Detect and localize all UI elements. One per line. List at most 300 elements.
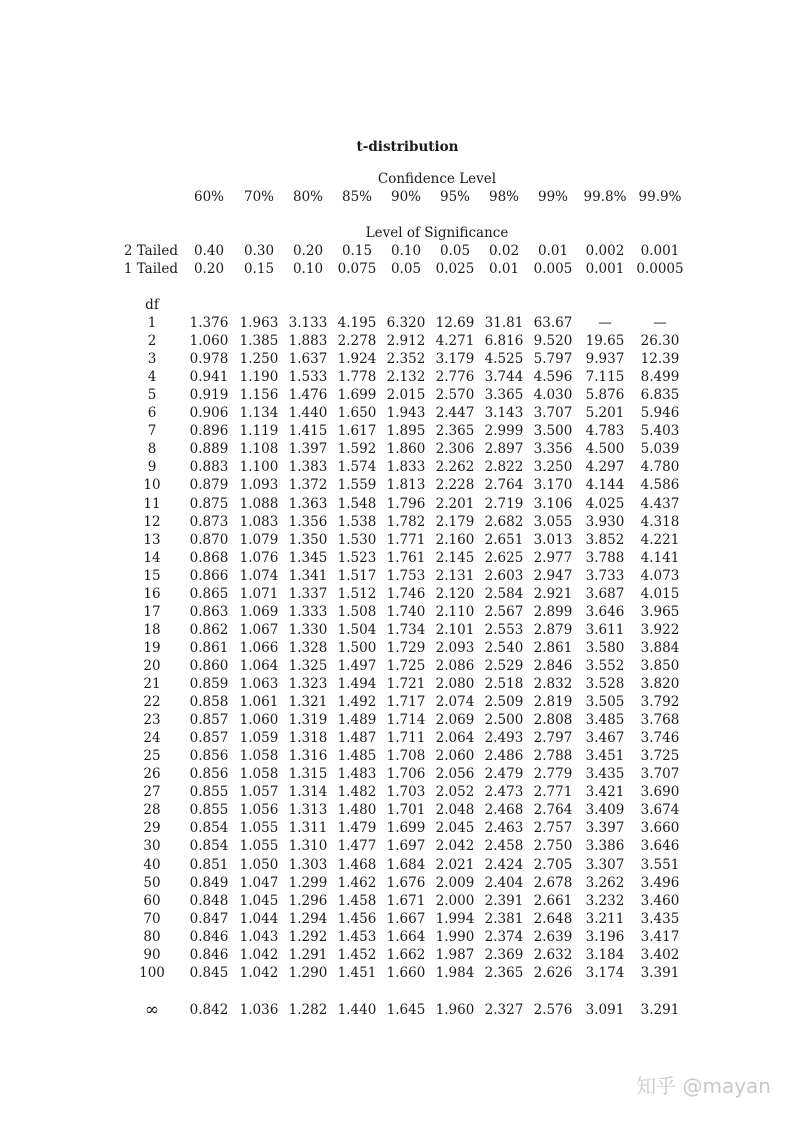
df-cell: 11	[143, 495, 161, 512]
t-value-cell: 2.086	[435, 657, 475, 674]
t-value-cell: 3.397	[585, 820, 625, 837]
t-value-cell: 2.262	[435, 459, 475, 476]
t-value-cell: 1.468	[337, 856, 377, 873]
t-value-cell: 1.058	[239, 748, 279, 765]
t-value-cell: 2.570	[435, 387, 475, 404]
t-value-cell: 3.646	[640, 838, 680, 855]
t-value-cell: 2.678	[533, 874, 573, 891]
t-value-cell: 1.108	[239, 441, 279, 458]
t-value-cell: 3.435	[585, 766, 625, 783]
t-value-cell: 2.771	[533, 784, 573, 801]
t-value-cell: 2.327	[484, 1002, 524, 1018]
one-tailed-value: 0.0005	[636, 261, 684, 277]
t-value-cell: 1.960	[435, 1002, 475, 1018]
df-cell: 14	[143, 549, 161, 566]
t-value-cell: 2.553	[484, 621, 524, 638]
t-value-cell: 0.862	[189, 621, 229, 638]
t-value-cell: 2.977	[533, 549, 573, 566]
t-value-cell: 2.493	[484, 730, 524, 747]
t-value-cell: 1.055	[239, 820, 279, 837]
t-value-cell: 3.356	[533, 441, 573, 458]
df-cell: 25	[143, 748, 161, 765]
df-cell: 30	[143, 838, 161, 855]
t-value-cell: 2.052	[435, 784, 475, 801]
df-cell: 10	[143, 477, 161, 494]
t-value-cell: 1.725	[386, 657, 426, 674]
t-value-cell: 1.453	[337, 928, 377, 945]
t-value-cell: 5.201	[585, 405, 625, 422]
t-value-cell: 2.120	[435, 585, 475, 602]
t-value-cell: 3.922	[640, 621, 680, 638]
t-value-cell: 0.855	[189, 802, 229, 819]
t-value-cell: 1.047	[239, 874, 279, 891]
t-value-cell: 3.707	[640, 766, 680, 783]
t-value-cell: 6.835	[640, 387, 680, 404]
t-value-cell: 1.994	[435, 910, 475, 927]
t-value-cell: 3.707	[533, 405, 573, 422]
t-value-cell: 1.042	[239, 946, 279, 963]
t-value-cell: 2.822	[484, 459, 524, 476]
t-value-cell: 3.674	[640, 802, 680, 819]
t-value-cell: 1.883	[288, 333, 328, 350]
t-value-cell: 2.632	[533, 946, 573, 963]
t-value-cell: 1.617	[337, 423, 377, 440]
t-value-cell: 2.201	[435, 495, 475, 512]
t-value-cell: 1.088	[239, 495, 279, 512]
t-value-cell: 3.091	[585, 1002, 625, 1018]
confidence-level-header: 98%	[488, 189, 519, 205]
df-cell: 1	[147, 315, 157, 331]
t-value-cell: 1.662	[386, 946, 426, 963]
t-value-cell: 1.721	[386, 676, 426, 692]
t-value-cell: 0.870	[189, 531, 229, 548]
t-value-cell: 0.875	[189, 495, 229, 512]
t-value-cell: 3.307	[585, 856, 625, 873]
t-value-cell: 0.906	[189, 405, 229, 422]
t-value-cell: 2.093	[435, 639, 475, 656]
t-value-cell: 1.592	[337, 441, 377, 458]
two-tailed-value: 0.30	[243, 243, 275, 259]
t-value-cell: 3.250	[533, 459, 573, 476]
t-value-cell: 1.480	[337, 802, 377, 819]
t-value-cell: 3.500	[533, 423, 573, 440]
t-value-cell: 1.376	[189, 315, 229, 331]
t-value-cell: 4.073	[640, 567, 680, 584]
t-value-cell: 0.978	[189, 351, 229, 368]
t-value-cell: 3.467	[585, 730, 625, 747]
t-value-cell: 1.697	[386, 838, 426, 855]
t-value-cell: 1.476	[288, 387, 328, 404]
t-value-cell: 4.783	[585, 423, 625, 440]
t-value-cell: 0.865	[189, 585, 229, 602]
t-value-cell: 1.699	[386, 820, 426, 837]
t-value-cell: 0.866	[189, 567, 229, 584]
t-value-cell: 1.504	[337, 621, 377, 638]
t-value-cell: 2.518	[484, 676, 524, 692]
t-value-cell: 1.456	[337, 910, 377, 927]
t-value-cell: 1.066	[239, 639, 279, 656]
one-tailed-value: 0.15	[243, 261, 275, 277]
t-value-cell: 1.699	[337, 387, 377, 404]
t-value-cell: 1.990	[435, 928, 475, 945]
t-value-cell: 2.764	[484, 477, 524, 494]
t-value-cell: 6.320	[386, 315, 426, 331]
t-value-cell: 0.845	[189, 964, 229, 981]
two-tailed-value: 0.001	[640, 243, 680, 259]
t-value-cell: 1.323	[288, 676, 328, 692]
t-value-cell: 1.076	[239, 549, 279, 566]
t-value-cell: 1.508	[337, 603, 377, 620]
t-value-cell: 2.473	[484, 784, 524, 801]
t-value-cell: 5.039	[640, 441, 680, 458]
t-value-cell: 2.509	[484, 694, 524, 711]
t-value-cell: 2.897	[484, 441, 524, 458]
t-value-cell: 2.899	[533, 603, 573, 620]
two-tailed-value: 0.05	[439, 243, 471, 259]
two-tailed-label: 2 Tailed	[123, 243, 178, 259]
t-value-cell: 1.042	[239, 964, 279, 981]
t-value-cell: 1.703	[386, 784, 426, 801]
t-value-cell: 0.857	[189, 730, 229, 747]
t-value-cell: 1.059	[239, 730, 279, 747]
t-value-cell: 1.987	[435, 946, 475, 963]
t-value-cell: 1.079	[239, 531, 279, 548]
t-value-cell: 2.404	[484, 874, 524, 891]
df-cell: 15	[143, 567, 161, 584]
t-value-cell: 0.859	[189, 676, 229, 692]
t-value-cell: 0.860	[189, 657, 229, 674]
page-title: t-distribution	[356, 139, 459, 155]
t-value-cell: 1.574	[337, 459, 377, 476]
t-value-cell: 1.740	[386, 603, 426, 620]
t-value-cell: 3.768	[640, 712, 680, 729]
t-value-cell: 2.808	[533, 712, 573, 729]
t-value-cell: 3.852	[585, 531, 625, 548]
t-value-cell: 1.538	[337, 513, 377, 530]
t-value-cell: 2.447	[435, 405, 475, 422]
t-value-cell: 5.403	[640, 423, 680, 440]
t-value-cell: 1.711	[386, 730, 426, 747]
t-value-cell: 2.999	[484, 423, 524, 440]
df-cell: 6	[147, 405, 157, 422]
t-value-cell: 1.291	[288, 946, 328, 963]
t-value-cell: 1.093	[239, 477, 279, 494]
t-value-cell: 1.100	[239, 459, 279, 476]
t-value-cell: 1.064	[239, 657, 279, 674]
t-value-cell: 2.042	[435, 838, 475, 855]
t-value-cell: 1.311	[288, 820, 328, 837]
t-value-cell: 63.67	[533, 315, 573, 331]
t-value-cell: 1.292	[288, 928, 328, 945]
t-value-cell: 4.144	[585, 477, 625, 494]
t-value-cell: 1.533	[288, 369, 328, 386]
t-value-cell: 1.303	[288, 856, 328, 873]
t-value-cell: 1.676	[386, 874, 426, 891]
t-value-cell: 3.690	[640, 784, 680, 801]
t-value-cell: 4.030	[533, 387, 573, 404]
t-value-cell: 1.385	[239, 333, 279, 350]
t-value-cell: 0.846	[189, 928, 229, 945]
one-tailed-label: 1 Tailed	[123, 261, 178, 277]
t-value-cell: 1.548	[337, 495, 377, 512]
two-tailed-value: 0.20	[292, 243, 324, 259]
df-cell: 7	[147, 423, 157, 440]
t-value-cell: 2.719	[484, 495, 524, 512]
t-value-cell: 4.500	[585, 441, 625, 458]
t-value-cell: 0.856	[189, 748, 229, 765]
t-value-cell: 1.483	[337, 766, 377, 783]
t-value-cell: 1.489	[337, 712, 377, 729]
t-value-cell: 1.761	[386, 549, 426, 566]
t-value-cell: 1.833	[386, 459, 426, 476]
t-value-cell: 3.788	[585, 549, 625, 566]
t-value-cell: 2.529	[484, 657, 524, 674]
t-value-cell: 2.060	[435, 748, 475, 765]
t-value-cell: 2.603	[484, 567, 524, 584]
t-value-cell: 1.452	[337, 946, 377, 963]
t-value-cell: 3.106	[533, 495, 573, 512]
t-value-cell: 1.482	[337, 784, 377, 801]
t-value-cell: 1.290	[288, 964, 328, 981]
t-value-cell: 1.660	[386, 964, 426, 981]
t-value-cell: 1.316	[288, 748, 328, 765]
t-value-cell: 1.299	[288, 874, 328, 891]
confidence-level-header: 60%	[193, 189, 224, 205]
t-value-cell: 1.734	[386, 621, 426, 638]
t-value-cell: 1.645	[386, 1002, 426, 1018]
t-value-cell: 1.310	[288, 838, 328, 855]
t-value-cell: 3.792	[640, 694, 680, 711]
t-value-cell: 3.646	[585, 603, 625, 620]
two-tailed-value: 0.002	[585, 243, 625, 259]
t-value-cell: 1.345	[288, 549, 328, 566]
t-value-cell: 3.211	[585, 910, 625, 927]
t-value-cell: 3.850	[640, 657, 680, 674]
t-value-cell: 3.965	[640, 603, 680, 620]
t-value-cell: 12.69	[435, 315, 475, 331]
t-value-cell: 1.060	[189, 333, 229, 350]
t-value-cell: 0.846	[189, 946, 229, 963]
t-value-cell: 1.943	[386, 405, 426, 422]
t-value-cell: 3.820	[640, 676, 680, 692]
t-value-cell: 2.056	[435, 766, 475, 783]
t-value-cell: 3.179	[435, 351, 475, 368]
t-value-cell: 1.313	[288, 802, 328, 819]
t-value-cell: 1.684	[386, 856, 426, 873]
t-value-cell: 2.064	[435, 730, 475, 747]
t-value-cell: 3.746	[640, 730, 680, 747]
t-value-cell: 1.497	[337, 657, 377, 674]
t-value-cell: 2.000	[435, 892, 475, 909]
df-cell: 90	[143, 946, 161, 963]
t-value-cell: 1.083	[239, 513, 279, 530]
t-value-cell: 1.664	[386, 928, 426, 945]
t-value-cell: 0.896	[189, 423, 229, 440]
t-value-cell: 1.559	[337, 477, 377, 494]
t-value-cell: 3.505	[585, 694, 625, 711]
t-value-cell: 2.779	[533, 766, 573, 783]
t-value-cell: 1.860	[386, 441, 426, 458]
confidence-level-header: 99.8%	[583, 189, 627, 205]
t-value-cell: 1.813	[386, 477, 426, 494]
t-value-cell: 1.895	[386, 423, 426, 440]
confidence-level-header: 80%	[292, 189, 323, 205]
t-value-cell: 1.383	[288, 459, 328, 476]
t-value-cell: 2.486	[484, 748, 524, 765]
df-infinity-cell: ∞	[144, 1000, 160, 1020]
t-value-cell: 2.819	[533, 694, 573, 711]
t-value-cell: 3.170	[533, 477, 573, 494]
t-value-cell: 1.314	[288, 784, 328, 801]
confidence-level-header: 95%	[439, 189, 470, 205]
t-value-cell: 19.65	[585, 333, 625, 350]
t-value-cell: 3.551	[640, 856, 680, 873]
t-value-cell: 2.424	[484, 856, 524, 873]
t-value-cell: 0.851	[189, 856, 229, 873]
t-value-cell: 3.451	[585, 748, 625, 765]
t-value-cell: 2.776	[435, 369, 475, 386]
t-value-cell: 3.365	[484, 387, 524, 404]
t-value-cell: 2.567	[484, 603, 524, 620]
df-cell: 22	[143, 694, 161, 711]
t-value-cell: 1.056	[239, 802, 279, 819]
t-value-cell: 1.333	[288, 603, 328, 620]
t-value-cell: 1.667	[386, 910, 426, 927]
t-value-cell: 1.492	[337, 694, 377, 711]
t-value-cell: 2.625	[484, 549, 524, 566]
t-value-cell: 3.485	[585, 712, 625, 729]
df-cell: 50	[143, 874, 161, 891]
t-value-cell: 1.440	[288, 405, 328, 422]
t-value-cell: 1.778	[337, 369, 377, 386]
df-cell: 70	[143, 910, 161, 927]
t-value-cell: 2.145	[435, 549, 475, 566]
t-value-cell: 3.262	[585, 874, 625, 891]
t-value-cell: 2.463	[484, 820, 524, 837]
t-value-cell: 1.045	[239, 892, 279, 909]
df-cell: 24	[143, 730, 161, 747]
one-tailed-value: 0.025	[435, 261, 475, 277]
t-value-cell: 2.661	[533, 892, 573, 909]
df-cell: 27	[143, 784, 161, 801]
t-value-cell: 1.058	[239, 766, 279, 783]
t-value-cell: 1.060	[239, 712, 279, 729]
t-value-cell: 26.30	[640, 333, 680, 350]
one-tailed-value: 0.05	[390, 261, 422, 277]
t-value-cell: 0.873	[189, 513, 229, 530]
t-value-cell: 3.496	[640, 874, 680, 891]
confidence-level-header: 99%	[537, 189, 568, 205]
confidence-level-header: 99.9%	[638, 189, 682, 205]
t-value-cell: 1.250	[239, 351, 279, 368]
t-value-cell: 1.050	[239, 856, 279, 873]
t-value-cell: 3.133	[288, 315, 328, 331]
t-value-cell: 2.705	[533, 856, 573, 873]
t-value-cell: 4.437	[640, 495, 680, 512]
t-value-cell: 0.863	[189, 603, 229, 620]
df-cell: 23	[143, 712, 161, 729]
t-value-cell: 1.190	[239, 369, 279, 386]
t-value-cell: 3.528	[585, 676, 625, 692]
t-value-cell: 1.325	[288, 657, 328, 674]
t-value-cell: 1.771	[386, 531, 426, 548]
t-value-cell: 8.499	[640, 369, 680, 386]
t-value-cell: 1.372	[288, 477, 328, 494]
df-cell: 20	[143, 657, 161, 674]
t-value-cell: 2.750	[533, 838, 573, 855]
t-value-cell: 1.517	[337, 567, 377, 584]
t-value-cell: 2.764	[533, 802, 573, 819]
t-value-cell: 3.291	[640, 1002, 680, 1018]
t-value-cell: 1.753	[386, 567, 426, 584]
t-value-cell: 0.861	[189, 639, 229, 656]
t-value-cell: 3.460	[640, 892, 680, 909]
df-cell: 100	[139, 964, 165, 981]
t-value-cell: 1.356	[288, 513, 328, 530]
t-value-cell: 0.847	[189, 910, 229, 927]
df-cell: 3	[147, 351, 157, 368]
one-tailed-value: 0.075	[337, 261, 377, 277]
t-value-cell: 2.500	[484, 712, 524, 729]
t-value-cell: 2.160	[435, 531, 475, 548]
confidence-level-header: 70%	[243, 189, 274, 205]
t-value-cell: 0.919	[189, 387, 229, 404]
t-value-cell: 1.397	[288, 441, 328, 458]
t-value-cell: 1.963	[239, 315, 279, 331]
df-cell: 16	[143, 585, 161, 602]
significance-level-heading: Level of Significance	[365, 225, 509, 241]
t-value-cell: 2.048	[435, 802, 475, 819]
t-value-cell: 2.391	[484, 892, 524, 909]
t-value-cell: 31.81	[484, 315, 524, 331]
t-value-cell: 1.782	[386, 513, 426, 530]
t-value-cell: 1.341	[288, 567, 328, 584]
t-value-cell: 4.195	[337, 315, 377, 331]
t-value-cell: 3.196	[585, 928, 625, 945]
t-value-cell: 2.788	[533, 748, 573, 765]
t-value-cell: 7.115	[585, 369, 625, 386]
t-value-cell: 0.854	[189, 820, 229, 837]
t-value-cell: 1.717	[386, 694, 426, 711]
t-value-cell: 0.842	[189, 1002, 229, 1018]
t-value-cell: 3.417	[640, 928, 680, 945]
t-value-cell: 1.512	[337, 585, 377, 602]
t-value-cell: 3.552	[585, 657, 625, 674]
t-value-cell: 1.650	[337, 405, 377, 422]
t-value-cell: 0.857	[189, 712, 229, 729]
t-value-cell: 4.025	[585, 495, 625, 512]
df-cell: 60	[143, 892, 161, 909]
t-value-cell: 1.706	[386, 766, 426, 783]
t-value-cell: 3.386	[585, 838, 625, 855]
t-value-cell: 2.365	[435, 423, 475, 440]
t-value-cell: 2.648	[533, 910, 573, 927]
t-value-cell: 1.500	[337, 639, 377, 656]
t-value-cell: 3.013	[533, 531, 573, 548]
t-value-cell: 3.725	[640, 748, 680, 765]
t-value-cell: 3.660	[640, 820, 680, 837]
t-value-cell: 1.043	[239, 928, 279, 945]
t-value-cell: 2.131	[435, 567, 475, 584]
confidence-level-header: 90%	[390, 189, 421, 205]
t-value-cell: 2.069	[435, 712, 475, 729]
df-cell: 40	[143, 856, 161, 873]
one-tailed-value: 0.001	[585, 261, 625, 277]
t-value-cell: 4.297	[585, 459, 625, 476]
t-value-cell: 1.069	[239, 603, 279, 620]
watermark: 知乎 @mayan	[636, 1074, 771, 1098]
t-value-cell: 1.523	[337, 549, 377, 566]
